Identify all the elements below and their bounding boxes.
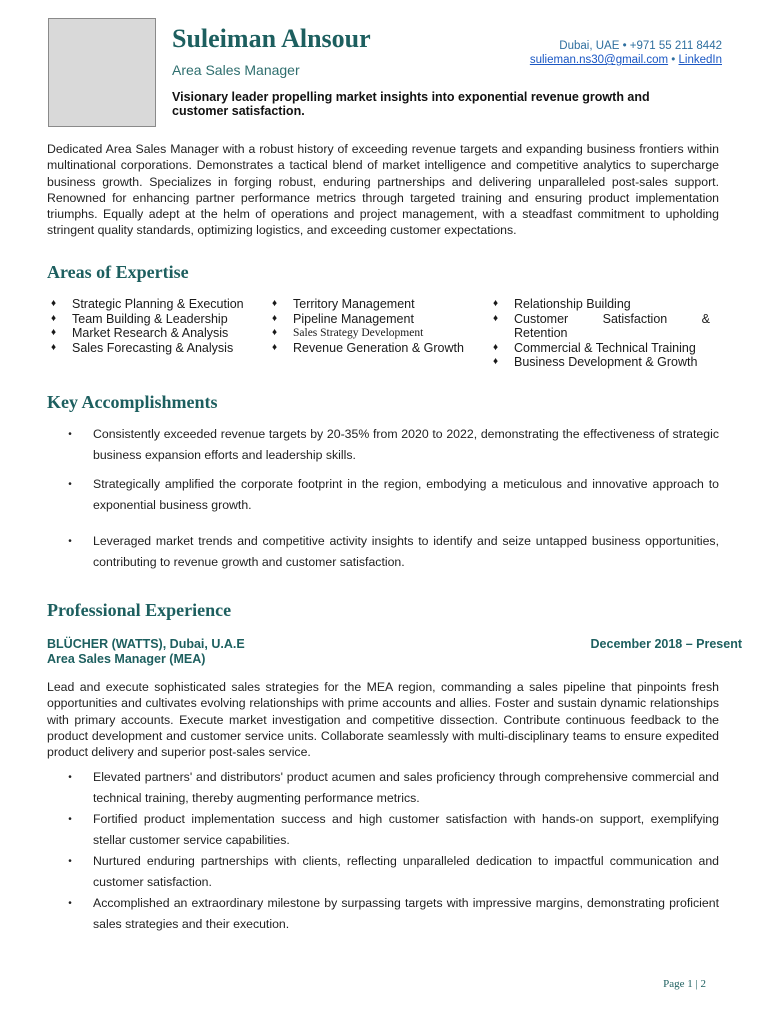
expertise-item: ♦ Sales Forecasting & Analysis xyxy=(47,341,267,356)
section-title-expertise: Areas of Expertise xyxy=(47,262,189,282)
diamond-bullet-icon: ♦ xyxy=(493,312,499,324)
expertise-item: ♦ Commercial & Technical Training xyxy=(489,341,719,356)
location-phone: Dubai, UAE • +971 55 211 8442 xyxy=(559,40,722,52)
expertise-item: ♦ Revenue Generation & Growth xyxy=(268,341,483,356)
page-number: Page 1 | 2 xyxy=(663,978,706,990)
expertise-column-2 xyxy=(268,297,483,355)
profile-photo-placeholder xyxy=(48,18,156,127)
section-title-accomplishments: Key Accomplishments xyxy=(47,392,218,412)
candidate-role: Area Sales Manager xyxy=(172,62,300,78)
bullet-dot-icon: • xyxy=(68,856,72,867)
expertise-column-3 xyxy=(489,297,719,370)
bullet-dot-icon: • xyxy=(68,898,72,909)
accomplishment-item: • Leveraged market trends and competitive activity insights to identify and seize untapped business opportunities, contributing to revenue growth and customer satisfaction. xyxy=(47,531,719,573)
expertise-item: ♦ Team Building & Leadership xyxy=(47,312,267,327)
diamond-bullet-icon: ♦ xyxy=(493,341,499,353)
professional-summary: Dedicated Area Sales Manager with a robust history of exceeding revenue targets and expanding business frontiers within multinational corporations. Demonstrates a tactical blend of market intelligence and competitive analytics to supercharge business growth. Specializes in forging robust, enduring partnerships and delivering unparalleled post-sales support. Renowned for enhancing partner performance metrics through targeted training and ensuring product implementation triumphs. Equally adept at the helm of operations and project management, with a steadfast commitment to upholding stringent quality standards, optimizing logistics, and exceeding customer expectations. xyxy=(47,142,719,238)
expertise-item: ♦ Business Development & Growth xyxy=(489,355,719,370)
expertise-item: ♦ Strategic Planning & Execution xyxy=(47,297,267,312)
bullet-dot-icon: • xyxy=(68,814,72,825)
diamond-bullet-icon: ♦ xyxy=(272,298,278,309)
bullet-dot-icon: • xyxy=(68,536,72,547)
contact-block xyxy=(530,39,722,67)
diamond-bullet-icon: ♦ xyxy=(272,327,278,338)
bullet-dot-icon: • xyxy=(68,772,72,783)
experience-bullet: • Nurtured enduring partnerships with clients, reflecting unparalleled dedication to impactful communication and customer satisfaction. xyxy=(47,851,719,893)
accomplishment-item: • Consistently exceeded revenue targets by 20-35% from 2020 to 2022, demonstrating the effectiveness of strategic business expansion efforts and leadership skills. xyxy=(47,424,719,466)
company-name: BLÜCHER (WATTS), Dubai, U.A.E xyxy=(47,637,245,651)
expertise-item: ♦ Sales Strategy Development xyxy=(268,326,483,341)
expertise-item: ♦ Relationship Building xyxy=(489,297,719,312)
expertise-item: ♦ Territory Management xyxy=(268,297,483,312)
role-description: Lead and execute sophisticated sales strategies for the MEA region, commanding a sales pipeline that pinpoints fresh opportunities and cultivates evolving relationships with prime accounts and allies. Foster and sustain dynamic relationships with primary accounts. Execute market investigation and competitive dissection. Contribute continuous feedback to the product development and customer service units. Collaborate seamlessly with multi-disciplinary teams to ensure expedited product delivery and superior post-sales service. xyxy=(47,680,719,760)
expertise-column-1 xyxy=(47,297,267,355)
position-title: Area Sales Manager (MEA) xyxy=(47,652,206,666)
diamond-bullet-icon: ♦ xyxy=(51,298,57,309)
expertise-item: ♦ Market Research & Analysis xyxy=(47,326,267,341)
experience-bullet: • Elevated partners' and distributors' product acumen and sales proficiency through comprehensive commercial and technical training, thereby augmenting performance metrics. xyxy=(47,767,719,809)
linkedin-link[interactable]: LinkedIn xyxy=(678,54,722,66)
accomplishment-item: • Strategically amplified the corporate footprint in the region, embodying a meticulous and innovative approach to exponential business growth. xyxy=(47,474,719,516)
employment-dates: December 2018 – Present xyxy=(590,637,742,651)
section-title-experience: Professional Experience xyxy=(47,600,232,620)
diamond-bullet-icon: ♦ xyxy=(51,327,57,338)
expertise-item: ♦ Customer Satisfaction & Retention xyxy=(489,312,719,341)
expertise-item: ♦ Pipeline Management xyxy=(268,312,483,327)
diamond-bullet-icon: ♦ xyxy=(493,298,499,309)
experience-bullet: • Accomplished an extraordinary milestone by surpassing targets with impressive margins, demonstrating proficient sales strategies and their execution. xyxy=(47,893,719,935)
candidate-name: Suleiman Alnsour xyxy=(172,24,371,53)
bullet-dot-icon: • xyxy=(68,429,72,440)
diamond-bullet-icon: ♦ xyxy=(272,312,278,324)
tagline: Visionary leader propelling market insights into exponential revenue growth and customer satisfaction. xyxy=(172,90,650,118)
experience-bullet: • Fortified product implementation success and high customer satisfaction with hands-on support, exemplifying stellar customer service capabilities. xyxy=(47,809,719,851)
diamond-bullet-icon: ♦ xyxy=(51,341,57,353)
diamond-bullet-icon: ♦ xyxy=(51,312,57,324)
bullet-dot-icon: • xyxy=(68,479,72,490)
email-link[interactable]: sulieman.ns30@gmail.com xyxy=(529,54,669,66)
contact-separator: • xyxy=(668,54,679,66)
diamond-bullet-icon: ♦ xyxy=(493,356,499,367)
diamond-bullet-icon: ♦ xyxy=(272,341,278,353)
experience-bullet-list xyxy=(47,767,719,935)
